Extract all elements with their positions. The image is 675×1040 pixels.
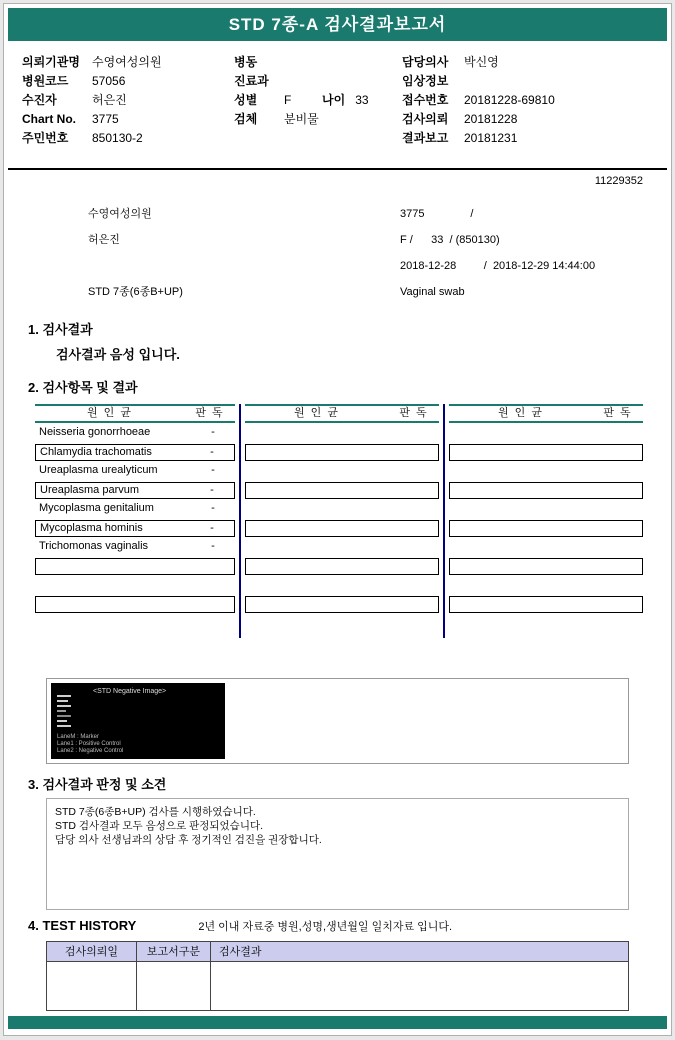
- field-label: 결과보고: [402, 131, 449, 145]
- empty-result-row: [245, 577, 439, 594]
- history-cell-empty: [47, 962, 137, 1010]
- std-table-header: [245, 404, 439, 423]
- findings-line: 담당 의사 선생님과의 상담 후 정기적인 검진을 권장합니다.: [55, 834, 322, 846]
- empty-result-row: [449, 444, 643, 461]
- summary-block: [4, 201, 671, 305]
- organism-name: Mycoplasma genitalium: [39, 502, 154, 514]
- gel-electrophoresis-image: [51, 683, 225, 759]
- history-cell-empty: [137, 962, 211, 1010]
- empty-result-row: [449, 577, 643, 594]
- field-receipt-no: [402, 91, 671, 110]
- field-doctor: [402, 53, 671, 72]
- findings-box: [46, 798, 629, 910]
- header-column-right: [402, 53, 671, 148]
- organism-result: -: [210, 484, 214, 496]
- organism-name: Ureaplasma parvum: [40, 484, 140, 496]
- empty-result-row: [245, 501, 439, 518]
- test-history-table: [46, 941, 629, 1011]
- history-note: 2년 이내 자료중 병원,성명,생년월일 일치자료 입니다.: [198, 921, 453, 933]
- field-label: 임상정보: [402, 74, 449, 88]
- field-value: 박신영: [464, 55, 499, 69]
- field-department: [234, 72, 402, 91]
- field-label: 의뢰기관명: [22, 55, 80, 69]
- organism-row: [35, 482, 235, 499]
- field-resident-id: [22, 129, 234, 148]
- patient-info-header: [22, 53, 671, 148]
- std-table-header: [449, 404, 643, 423]
- summary-chart-no: 3775 /: [400, 208, 474, 220]
- section2-heading: 2. 검사항목 및 결과: [28, 380, 138, 395]
- organism-result: -: [211, 426, 215, 438]
- gel-lane-label: Lane1 : Positive Control: [57, 741, 121, 747]
- organism-name: Chlamydia trachomatis: [40, 446, 152, 458]
- empty-result-row: [35, 558, 235, 575]
- field-label: 검사의뢰: [402, 112, 449, 126]
- header-divider: [8, 168, 667, 170]
- empty-result-row: [449, 539, 643, 556]
- organism-result: -: [211, 464, 215, 476]
- summary-test-name: STD 7종(6종B+UP): [88, 286, 183, 298]
- field-label: 주민번호: [22, 131, 69, 145]
- report-title: STD 7종-A 검사결과보고서: [8, 8, 667, 41]
- findings-line: STD 7종(6종B+UP) 검사를 시행하였습니다.: [55, 806, 256, 818]
- empty-result-row: [245, 596, 439, 613]
- serial-number: 11229352: [594, 175, 643, 187]
- gel-lane-label: LaneM : Marker: [57, 734, 100, 740]
- field-sex-age: [234, 91, 402, 110]
- field-value: 수영여성의원: [92, 55, 162, 69]
- field-label: Chart No.: [22, 112, 76, 126]
- reading-column-header: 판 독: [399, 407, 427, 419]
- field-value: 850130-2: [92, 131, 143, 145]
- summary-hospital: 수영여성의원: [88, 208, 152, 220]
- empty-result-row: [245, 444, 439, 461]
- field-requesting-org: [22, 53, 234, 72]
- gel-lane-labels: [57, 734, 123, 755]
- section4-heading-row: [28, 918, 671, 934]
- field-value: 20181228-69810: [464, 93, 555, 107]
- empty-result-row: [449, 520, 643, 537]
- field-value: 57056: [92, 74, 126, 88]
- summary-patient: 허은진: [88, 234, 120, 246]
- section4-heading: 4. TEST HISTORY: [28, 918, 137, 933]
- empty-result-row: [245, 463, 439, 480]
- header-column-middle: [234, 53, 402, 148]
- empty-result-row: [245, 482, 439, 499]
- empty-result-row: [35, 596, 235, 613]
- history-table-body: [47, 962, 628, 1010]
- history-col-request-date: 검사의뢰일: [47, 942, 137, 961]
- summary-row: [4, 201, 671, 227]
- field-label: 검체: [234, 112, 258, 126]
- field-label: 접수번호: [402, 93, 449, 107]
- empty-result-row: [449, 596, 643, 613]
- field-ward: [234, 53, 402, 72]
- organism-row: [35, 520, 235, 537]
- organism-row: [35, 501, 235, 518]
- field-clinical-info: [402, 72, 671, 91]
- std-result-table: [35, 404, 671, 638]
- field-label: 담당의사: [402, 55, 449, 69]
- empty-result-row: [245, 520, 439, 537]
- empty-result-row: [449, 425, 643, 442]
- reading-column-header: 판 독: [195, 407, 223, 419]
- section1-heading: 1. 검사결과: [28, 322, 93, 337]
- empty-result-row: [449, 482, 643, 499]
- field-patient-name: [22, 91, 234, 110]
- field-hospital-code: [22, 72, 234, 91]
- field-label: 진료과: [234, 74, 269, 88]
- gel-image-caption: <STD Negative Image>: [93, 688, 167, 695]
- field-value: 분비물: [284, 112, 319, 126]
- overall-result: 검사결과 음성 입니다.: [56, 347, 180, 362]
- field-request-date: [402, 110, 671, 129]
- organism-row: [35, 539, 235, 556]
- gel-lane-label: Lane2 : Negative Control: [57, 748, 124, 754]
- field-label: 병동: [234, 55, 258, 69]
- field-value: 허은진: [92, 93, 127, 107]
- organism-row: [35, 425, 235, 442]
- footer-accent-bar: [8, 1016, 667, 1029]
- gel-image-frame: [46, 678, 629, 764]
- organism-result: -: [210, 446, 214, 458]
- findings-line: STD 검사결과 모두 음성으로 판정되었습니다.: [55, 820, 264, 832]
- field-report-date: [402, 129, 671, 148]
- field-label: 나이: [322, 93, 346, 107]
- field-label: 수진자: [22, 93, 57, 107]
- field-value: F: [284, 93, 292, 107]
- empty-result-row: [449, 463, 643, 480]
- organism-column-header: 원 인 균: [497, 407, 543, 419]
- field-value: 20181231: [464, 131, 518, 145]
- empty-result-row: [449, 558, 643, 575]
- summary-specimen: Vaginal swab: [400, 286, 465, 298]
- field-value: 3775: [92, 112, 119, 126]
- history-col-report-type: 보고서구분: [137, 942, 211, 961]
- header-column-left: [22, 53, 234, 148]
- table-vertical-divider: [239, 404, 241, 638]
- organism-result: -: [211, 502, 215, 514]
- field-label: 병원코드: [22, 74, 69, 88]
- history-col-result: 검사결과: [219, 946, 262, 958]
- field-value: 20181228: [464, 112, 518, 126]
- organism-row: [35, 463, 235, 480]
- report-page: [3, 3, 672, 1036]
- organism-name: Mycoplasma hominis: [40, 522, 143, 534]
- summary-empty: [88, 253, 400, 279]
- history-table-header: [47, 942, 628, 962]
- empty-result-row: [245, 425, 439, 442]
- field-specimen: [234, 110, 402, 129]
- empty-result-row: [449, 501, 643, 518]
- reading-column-header: 판 독: [603, 407, 631, 419]
- std-table-group-2: [245, 404, 439, 638]
- section3-heading: 3. 검사결과 판정 및 소견: [28, 777, 167, 792]
- history-cell-empty: [211, 962, 628, 1010]
- organism-row: [35, 444, 235, 461]
- summary-row: [4, 227, 671, 253]
- gel-marker-bands: [57, 695, 71, 730]
- organism-name: Ureaplasma urealyticum: [39, 464, 158, 476]
- std-table-group-3: [449, 404, 643, 638]
- summary-sex-age: F / 33 / (850130): [400, 234, 500, 246]
- field-chart-no: [22, 110, 234, 129]
- std-table-group-1: [35, 404, 235, 638]
- organism-result: -: [211, 540, 215, 552]
- organism-name: Trichomonas vaginalis: [39, 540, 149, 552]
- empty-result-row: [35, 577, 235, 594]
- summary-row: [4, 279, 671, 305]
- organism-column-header: 원 인 균: [293, 407, 339, 419]
- organism-name: Neisseria gonorrhoeae: [39, 426, 151, 438]
- organism-column-header: 원 인 균: [86, 407, 132, 419]
- organism-result: -: [210, 522, 214, 534]
- field-value: 33: [355, 93, 369, 107]
- empty-result-row: [245, 539, 439, 556]
- field-label: 성별: [234, 93, 258, 107]
- table-vertical-divider: [443, 404, 445, 638]
- summary-row: [4, 253, 671, 279]
- summary-dates: 2018-12-28 / 2018-12-29 14:44:00: [400, 260, 596, 272]
- std-table-header: [35, 404, 235, 423]
- empty-result-row: [245, 558, 439, 575]
